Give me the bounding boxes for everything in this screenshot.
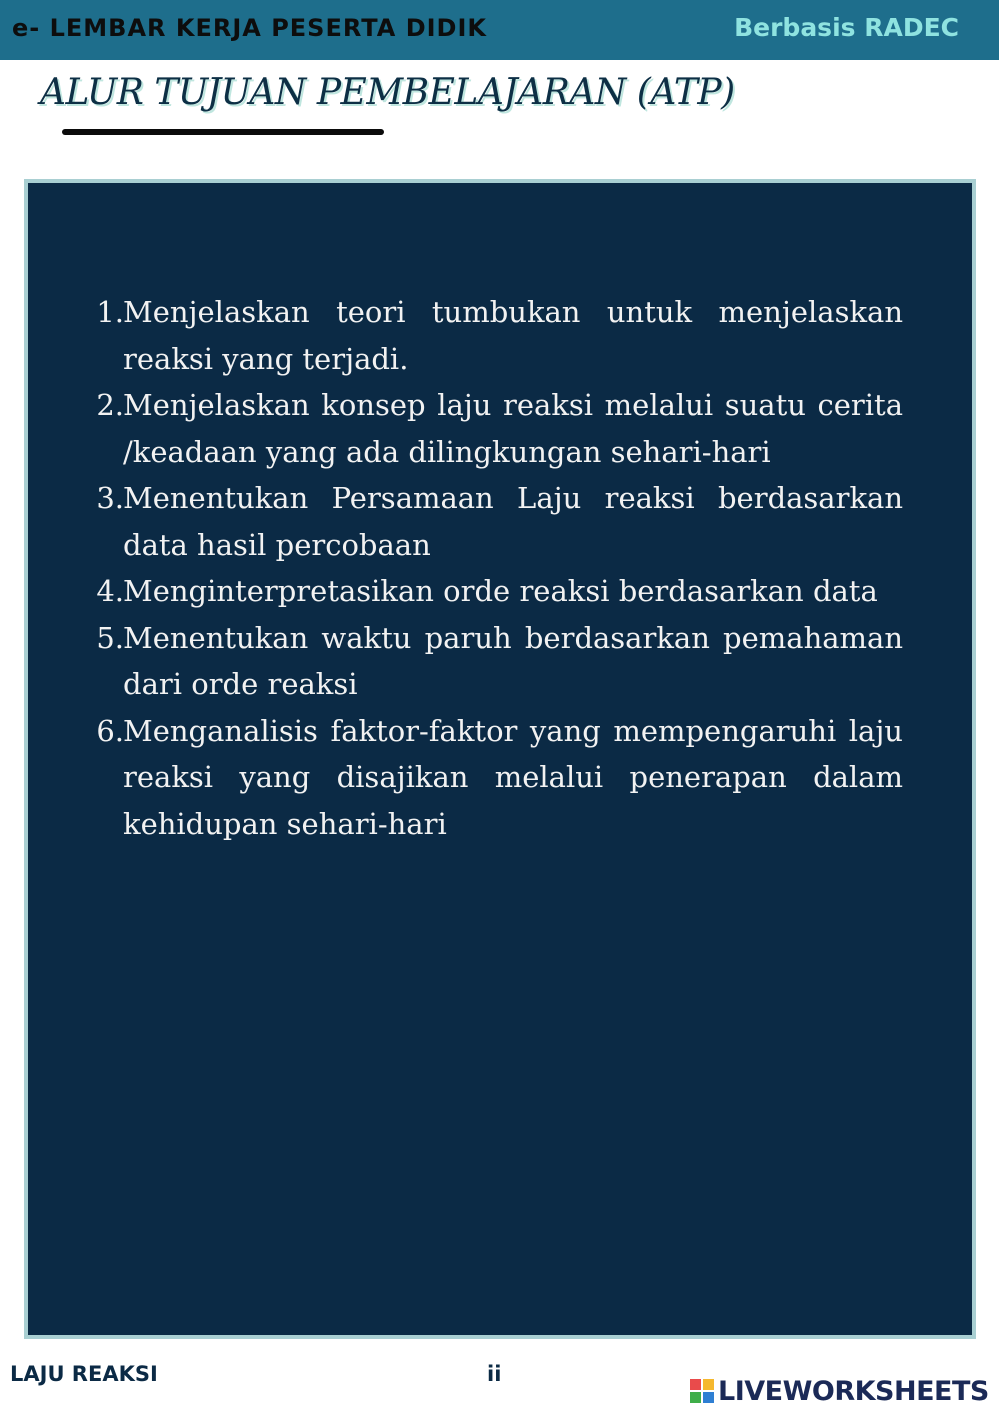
objective-item	[98, 475, 903, 568]
objective-text: Menentukan Persamaan Laju reaksi berdasarkan data hasil percobaan	[123, 481, 903, 562]
objectives-list	[98, 289, 903, 847]
objective-text: Menjelaskan teori tumbukan untuk menjelaskan reaksi yang terjadi.	[123, 295, 903, 376]
title-underline	[62, 129, 384, 135]
objective-item	[98, 708, 903, 848]
header-subtitle: Berbasis RADEC	[734, 13, 959, 42]
objective-number: 4.	[96, 574, 124, 608]
page-number: ii	[487, 1362, 502, 1386]
objective-number: 5.	[96, 620, 124, 655]
footer-topic: LAJU REAKSI	[10, 1362, 158, 1386]
objective-number: 6.	[96, 713, 124, 748]
objective-item	[98, 568, 903, 615]
objective-text: Menginterpretasikan orde reaksi berdasarkan data	[123, 574, 878, 608]
liveworksheets-logo-icon	[690, 1379, 714, 1403]
objective-text: Menganalisis faktor-faktor yang mempengaruhi laju reaksi yang disajikan melalui penerapan dalam kehidupan sehari-hari	[123, 713, 903, 841]
page-title: ALUR TUJUAN PEMBELAJARAN (ATP)	[40, 72, 735, 113]
objective-item	[98, 615, 903, 708]
liveworksheets-brand[interactable]	[690, 1374, 989, 1408]
objective-number: 1.	[96, 295, 124, 329]
objective-number: 3.	[96, 481, 124, 515]
brand-text: LIVEWORKSHEETS	[718, 1375, 989, 1407]
header-bar	[0, 0, 999, 60]
objective-text: Menentukan waktu paruh berdasarkan pemahaman dari orde reaksi	[123, 620, 903, 701]
objective-number: 2.	[96, 388, 124, 422]
objective-item	[98, 289, 903, 382]
content-panel	[24, 179, 976, 1339]
objective-item	[98, 382, 903, 475]
objective-text: Menjelaskan konsep laju reaksi melalui suatu cerita /keadaan yang ada dilingkungan sehari-hari	[123, 388, 903, 469]
header-title: e- LEMBAR KERJA PESERTA DIDIK	[12, 14, 488, 42]
